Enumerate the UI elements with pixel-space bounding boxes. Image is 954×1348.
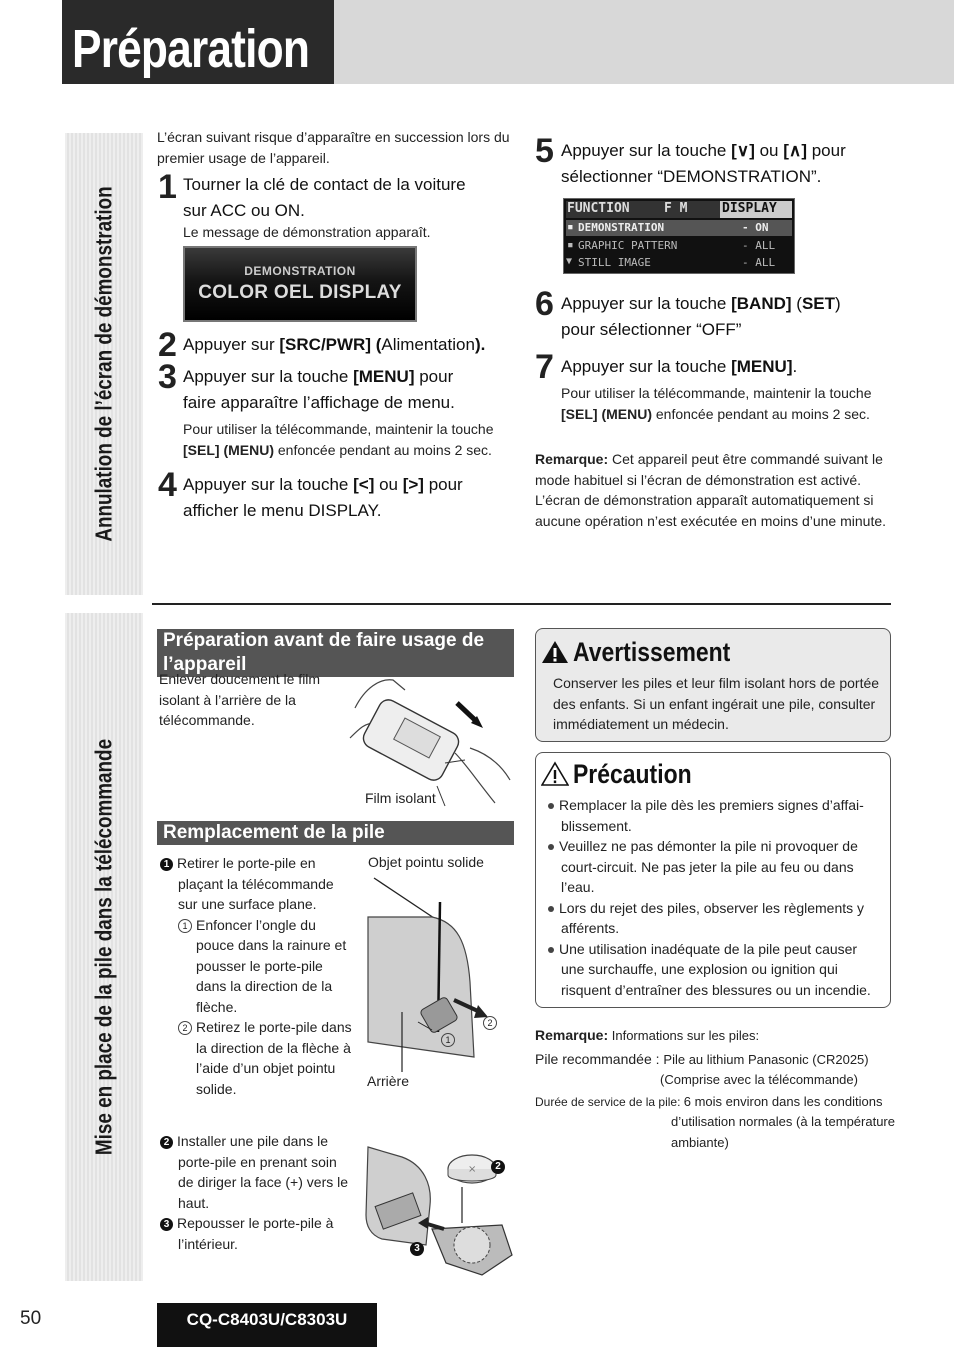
callout-1-icon: 1: [441, 1033, 459, 1047]
step-5-text: Appuyer sur la touche [∨] ou [∧] pour sélectionner “DEMONSTRATION”.: [561, 141, 846, 186]
step-number: 5: [535, 132, 554, 170]
step-1-note: Le message de démonstration apparaît.: [183, 224, 431, 240]
demo-lcd-screen: [183, 246, 417, 322]
step-2-text: Appuyer sur [SRC/PWR] (Alimentation).: [183, 335, 486, 354]
step-6-text: Appuyer sur la touche [BAND] (SET) pour sélectionner “OFF”: [561, 294, 841, 339]
step-number: 6: [535, 285, 554, 323]
step-3-note: Pour utiliser la télécommande, maintenir la touche [SEL] (MENU) enfoncée pendant au moins 2 sec.: [183, 421, 494, 458]
caution-title: Précaution: [573, 759, 692, 789]
page-title: Préparation: [72, 19, 310, 79]
callout-2-icon: 2: [491, 1157, 509, 1175]
caution-list: Remplacer la pile dès les premiers signes d’affai- blissement. Veuillez ne pas démonter la pile ni provoquer de court-circuit. Ne pas jeter la pile au feu ou dans l’eau. Lors du rejet des piles, observer les règlements y afférents. Une utilisation inadéquate de la pile peut causer une surchauffe, une explosion ou ignition qui risquent d’entraîner des blessures ou un incendie.: [548, 795, 888, 1000]
prep-text: Enlever doucement le film isolant à l’arrière de la télécommande.: [159, 671, 321, 728]
bullet-icon: [548, 906, 554, 912]
menu-lcd-screen: [563, 198, 795, 274]
lcd-row-value: - ALL: [742, 239, 776, 252]
step-number: 3: [158, 358, 177, 396]
lcd-line-2: COLOR OEL DISPLAY: [198, 282, 402, 303]
step-badge: 2: [160, 1136, 173, 1149]
replace-step-2-3: 2 Installer une pile dans le porte-pile en prenant soin de diriger la face (+) vers le haut. 3 Repousser le porte-pile à l’intérieur.: [160, 1131, 360, 1254]
bullet-icon: [548, 844, 554, 850]
step-3-text: Appuyer sur la touche [MENU] pour faire apparaître l’affichage de menu.: [183, 367, 455, 412]
label-pointed-object: Objet pointu solide: [368, 854, 484, 870]
label-film-isolant: Film isolant: [365, 790, 436, 806]
step-7-note: Pour utiliser la télécommande, maintenir la touche [SEL] (MENU) enfoncée pendant au moins 2 sec.: [561, 385, 872, 422]
side-band-battery-label: Mise en place de la pile dans la télécommande: [90, 738, 117, 1156]
lcd-tab-fm: F M: [664, 201, 688, 216]
warning-text: Conserver les piles et leur film isolant hors de portée des enfants. Si un enfant ingérait une pile, consulter immédiatement un médecin.: [553, 675, 880, 732]
svg-text:×: ×: [468, 1164, 477, 1175]
replace-step-1: 1 Retirer le porte-pile en plaçant la télécommande sur une surface plane. 1 Enfoncer l’ongle du pouce dans la rainure et pousser le porte-pile dans la direction de la flèche. 2 Retirez le porte-pile dans la direction de la flèche à l’aide d’un objet pointu solide.: [160, 853, 360, 1099]
demo-intro: L’écran suivant risque d’apparaître en succession lors du premier usage de l’appareil.: [157, 129, 510, 166]
sub-step-badge: 2: [178, 1021, 192, 1035]
caution-item: Remplacer la pile dès les premiers signes d’affai-: [548, 795, 888, 816]
page-number: 50: [20, 1308, 42, 1329]
step-1-text: Tourner la clé de contact de la voiture sur ACC ou ON.: [183, 175, 466, 220]
side-band-demo-label: Annulation de l’écran de démonstration: [90, 186, 117, 542]
caution-box: [535, 752, 891, 1008]
lcd-tab-display: DISPLAY: [722, 201, 777, 216]
section-divider: [152, 603, 891, 605]
lcd-line-1: DEMONSTRATION: [244, 264, 356, 278]
caution-triangle-icon: [541, 761, 569, 787]
step-4-text: Appuyer sur la touche [<] ou [>] pour afficher le menu DISPLAY.: [183, 475, 463, 520]
step-number: 2: [158, 326, 177, 364]
step-badge: 3: [160, 1218, 173, 1231]
side-band-battery: [65, 613, 143, 1281]
side-band-demo: [65, 133, 143, 595]
caution-item: Une utilisation inadéquate de la pile peut causer: [548, 939, 888, 960]
lcd-row-marker: ▪: [567, 238, 574, 251]
warning-title: Avertissement: [573, 637, 731, 667]
lcd-row-label: GRAPHIC PATTERN: [578, 239, 678, 252]
step-7-text: Appuyer sur la touche [MENU].: [561, 357, 798, 376]
lcd-down-arrow-icon: ▼: [566, 256, 573, 267]
lcd-row-label: STILL IMAGE: [578, 256, 651, 269]
label-back: Arrière: [367, 1073, 410, 1089]
warning-triangle-icon: [541, 639, 569, 665]
model-label: CQ-C8403U/C8303U: [186, 1310, 348, 1329]
step-number: 1: [158, 168, 177, 206]
caution-item: Lors du rejet des piles, observer les règlements y: [548, 898, 888, 919]
remove-holder-illustration: [362, 872, 512, 1072]
demo-remark: Remarque: Cet appareil peut être commandé suivant le mode habituel si l’écran de démonstration est activé. L’écran de démonstration apparaît automatiquement si aucune opération n’est exécutée en moins d’une minute.: [535, 451, 887, 529]
battery-remark: Remarque: Informations sur les piles: Pile recommandée : Pile au lithium Panasonic (CR2025) (Comprise avec la télécommande) Durée de service de la pile: 6 mois environ dans les conditions d’utilisation normales (à la température ambiante): [535, 1027, 895, 1150]
lcd-row-marker: ▪: [567, 220, 574, 233]
step-number: 7: [535, 348, 554, 386]
sub-step-badge: 1: [178, 919, 192, 933]
lcd-row-value: - ALL: [742, 256, 776, 269]
header-band: [334, 0, 954, 84]
lcd-tab-function: FUNCTION: [567, 201, 630, 216]
warning-box: [535, 628, 891, 742]
lcd-row-value: - ON: [742, 221, 769, 234]
bullet-icon: [548, 947, 554, 953]
callout-2-icon: 2: [483, 1016, 501, 1030]
section-head-replacement: Remplacement de la pile: [157, 821, 514, 845]
bullet-icon: [548, 803, 554, 809]
step-badge: 1: [160, 858, 173, 871]
section-head-preparation: Préparation avant de faire usage de l’appareil: [157, 629, 514, 677]
callout-3-icon: 3: [410, 1239, 428, 1257]
step-number: 4: [158, 466, 177, 504]
caution-item: Veuillez ne pas démonter la pile ni provoquer de: [548, 836, 888, 857]
lcd-row-label: DEMONSTRATION: [578, 221, 665, 234]
